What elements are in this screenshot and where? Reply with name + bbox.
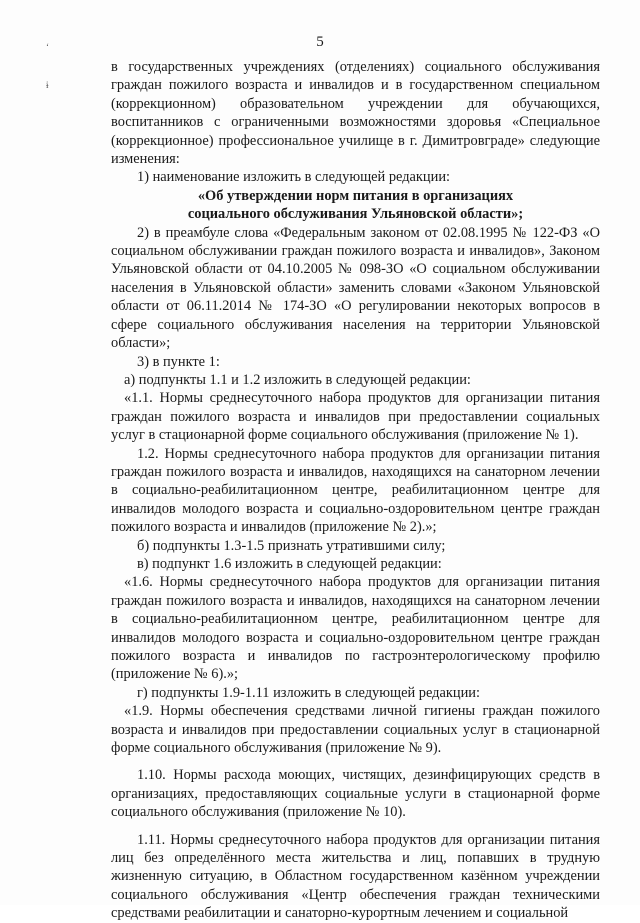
margin-mark: ɨ bbox=[46, 80, 49, 90]
paragraph-subitem-a: а) подпункты 1.1 и 1.2 изложить в следующей редакции: bbox=[124, 371, 471, 388]
paragraph-subitem-g: г) подпункты 1.9-1.11 изложить в следующей редакции: bbox=[137, 684, 480, 701]
margin-mark: ʻ bbox=[46, 42, 49, 52]
paragraph-intro: в государственных учреждениях (отделениях) социального обслуживания граждан пожилого возраста и инвалидов и в государственном специальном (коррекционном) образовательном учреждении для обучающихся, воспитанников с ограниченными возможностями здоровья «Специальное (коррекционное) профессиональное училище в г. Димитровграде» следующие изменения: bbox=[111, 59, 600, 168]
page-number: 5 bbox=[316, 34, 324, 50]
paragraph-clause-1-1: «1.1. Нормы среднесуточного набора продуктов для организации питания граждан пожилого возраста и инвалидов при предоставлении социальных услуг в стационарной форме социального обслуживания (приложение № 1). bbox=[111, 390, 600, 444]
paragraph-clause-1-11: 1.11. Нормы среднесуточного набора продуктов для организации питания лиц без определённого места жительства и лиц, попавших в трудную жизненную ситуацию, в Областном государственном казённом учреждении социального обслуживания «Центр обеспечения граждан техническими средствами реабилитации и санаторно-курортным лечением и социальной bbox=[111, 831, 600, 922]
document-body bbox=[111, 58, 600, 923]
paragraph-subitem-v: в) подпункт 1.6 изложить в следующей редакции: bbox=[137, 555, 442, 572]
paragraph-clause-1-9: «1.9. Нормы обеспечения средствами личной гигиены граждан пожилого возраста и инвалидов при предоставлении социальных услуг в стационарной форме социального обслуживания (приложение № 9). bbox=[111, 703, 600, 757]
paragraph-item-1: 1) наименование изложить в следующей редакции: bbox=[137, 169, 451, 186]
paragraph-item-3: 3) в пункте 1: bbox=[137, 353, 220, 370]
paragraph-item-2: 2) в преамбуле слова «Федеральным законом от 02.08.1995 № 122-ФЗ «О социальном обслуживании граждан пожилого возраста и инвалидов», Законом Ульяновской области от 04.10.2005 № 098-ЗО «О социальном обслуживании населения в Ульяновской области» заменить словами «Законом Ульяновской области от 06.11.2014 № 174-ЗО «О регулировании некоторых вопросов в сфере социального обслуживания населения на территории Ульяновской области»; bbox=[111, 224, 600, 352]
paragraph-clause-1-6: «1.6. Нормы среднесуточного набора продуктов для организации питания граждан пожилого возраста и инвалидов, находящихся на санаторном лечении в социально-реабилитационном центре, реабилитационном центре для инвалидов молодого возраста и социально-оздоровительном центре граждан пожилого возраста и инвалидов по гастроэнтерологическому профилю (приложение № 6).»; bbox=[111, 574, 600, 683]
document-title-line-1: «Об утверждении норм питания в организациях bbox=[197, 187, 514, 204]
paragraph-clause-1-2: 1.2. Нормы среднесуточного набора продуктов для организации питания граждан пожилого возраста и инвалидов, находящихся на санаторном лечении в социально-реабилитационном центре, реабилитационном центре для инвалидов молодого возраста и социально-оздоровительном центре граждан пожилого возраста и инвалидов (приложение № 2).»; bbox=[111, 445, 600, 536]
paragraph-clause-1-10: 1.10. Нормы расхода моющих, чистящих, дезинфицирующих средств в организациях, предоставляющих социальные услуги в стационарной форме социального обслуживания (приложение № 10). bbox=[111, 767, 600, 821]
paragraph-subitem-b: б) подпункты 1.3-1.5 признать утратившими силу; bbox=[137, 537, 446, 554]
document-title-line-2: социального обслуживания Ульяновской области»; bbox=[187, 206, 524, 223]
